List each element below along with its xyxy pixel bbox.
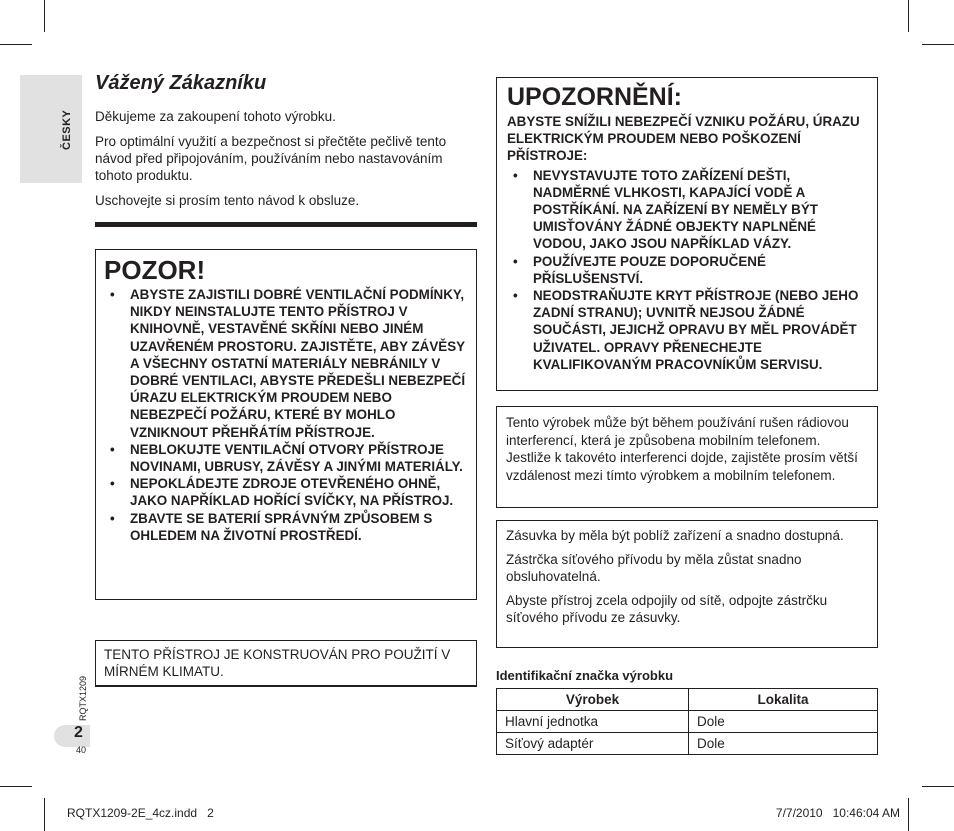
intro-paragraph: Děkujeme za zakoupení tohoto výrobku. (95, 109, 336, 124)
socket-note-box (496, 520, 878, 648)
list-item: • NEVYSTAVUJTE TOTO ZAŘÍZENÍ DEŠTI, NADMĚRNÉ VLHKOSTI, KAPAJÍCÍ VODĚ A POSTŘÍKÁNÍ. NA ZAŘÍZENÍ BY NEMĚLY BÝT UMISŤOVÁNY ŽÁDNÉ OBJEKTY NAPLNĚNÉ VODOU, JAKO JSOU NAPŘÍKLAD VÁZY. (513, 167, 818, 252)
table-row (497, 711, 878, 733)
list-item: • NEPOKLÁDEJTE ZDROJE OTEVŘENÉHO OHNĚ, JAKO NAPŘÍKLAD HOŘÍCÍ SVÍČKY, NA PŘÍSTROJ. (110, 476, 454, 509)
column-header: Výrobek (497, 689, 689, 711)
list-item-text: ABYSTE ZAJISTILI DOBRÉ VENTILAČNÍ PODMÍNKY, NIKDY NEINSTALUJTE TENTO PŘÍSTROJ V KNIHOVNĚ, VESTAVĚNÉ SKŘÍNI NEBO JINÉM UZAVŘENÉM PROSTORU. ZAJISTĚTE, ABY ZÁVĚSY A VŠECHNY OSTATNÍ MATERIÁLY NEBRÁNILY V DOBRÉ VENTILACI, ABYSTE PŘEDEŠLI NEBEZPEČÍ ÚRAZU ELEKTRICKÝM PROUDEM NEBO NEBEZPEČÍ POŽÁRU, KTERÉ BY MOHLO VZNIKNOUT PŘEHŘÁTÍM PŘÍSTROJE. (130, 287, 466, 440)
footer-file: RQTX1209-2E_4cz.indd 2 (67, 806, 214, 820)
crop-mark (922, 44, 954, 45)
intro-heading: Vážený Zákazníku (95, 72, 267, 94)
intro-paragraph: Uschovejte si prosím tento návod k obsluze. (95, 193, 360, 208)
table-cell: Hlavní jednotka (497, 711, 689, 733)
pozor-title: POZOR! (104, 255, 206, 285)
crop-mark (908, 0, 909, 32)
list-item-text: POUŽÍVEJTE POUZE DOPORUČENÉ PŘÍSLUŠENSTVÍ. (533, 253, 766, 286)
list-item: • ABYSTE ZAJISTILI DOBRÉ VENTILAČNÍ PODMÍNKY, NIKDY NEINSTALUJTE TENTO PŘÍSTROJ V KNIHOVNĚ, VESTAVĚNÉ SKŘÍNI NEBO JINÉM UZAVŘENÉM PROSTORU. ZAJISTĚTE, ABY ZÁVĚSY A VŠECHNY OSTATNÍ MATERIÁLY NEBRÁNILY V DOBRÉ VENTILACI, ABYSTE PŘEDEŠLI NEBEZPEČÍ ÚRAZU ELEKTRICKÝM PROUDEM NEBO NEBEZPEČÍ POŽÁRU, KTERÉ BY MOHLO VZNIKNOUT PŘEHŘÁTÍM PŘÍSTROJE. (110, 287, 466, 440)
table-cell: Dole (689, 733, 878, 755)
page-number-bubble (54, 725, 90, 747)
page-sub-number: 40 (76, 745, 87, 755)
socket-note-paragraph: Zásuvka by měla být poblíž zařízení a snadno dostupná. (506, 528, 844, 543)
crop-mark (0, 44, 32, 45)
table-row (497, 733, 878, 755)
interference-note-box (496, 406, 878, 508)
divider (95, 222, 477, 227)
crop-mark (908, 798, 909, 831)
list-item: • NEBLOKUJTE VENTILAČNÍ OTVORY PŘÍSTROJE NOVINAMI, UBRUSY, ZÁVĚSY A JINÝMI MATERIÁLY. (110, 441, 463, 475)
crop-mark (44, 0, 45, 32)
intro-paragraph: Pro optimální využití a bezpečnost si přečtěte pečlivě tento návod před připojováním, používáním nebo nastavováním tohoto produktu. (95, 134, 447, 183)
list-item-text: ZBAVTE SE BATERIÍ SPRÁVNÝM ZPŮSOBEM S OHLEDEM NA ŽIVOTNÍ PROSTŘEDÍ. (130, 510, 433, 543)
crop-mark (0, 786, 32, 787)
upozorneni-list (507, 167, 867, 373)
list-item-text: NEODSTRAŇUJTE KRYT PŘÍSTROJE (NEBO JEHO ZADNÍ STRANU); UVNITŘ NEJSOU ŽÁDNÉ SOUČÁSTI, JEJICHŽ OPRAVU BY MĚL PROVÁDĚT UŽIVATEL. OPRAVY PŘENECHEJTE KVALIFIKOVANÝM PRACOVNÍKŮM SERVISU. (533, 288, 859, 372)
ident-table (496, 688, 878, 755)
list-item: • ZBAVTE SE BATERIÍ SPRÁVNÝM ZPŮSOBEM S OHLEDEM NA ŽIVOTNÍ PROSTŘEDÍ. (110, 510, 433, 543)
intro-text (95, 108, 470, 217)
page-number: 2 (74, 724, 83, 741)
socket-note-paragraph: Abyste přístroj zcela odpojily od sítě, odpojte zástrčku síťového přívodu ze zásuvky. (506, 592, 828, 625)
language-tab-label: ČESKY (61, 109, 73, 151)
upozorneni-box (496, 77, 878, 391)
crop-mark (922, 786, 954, 787)
list-item: • POUŽÍVEJTE POUZE DOPORUČENÉ PŘÍSLUŠENSTVÍ. (513, 253, 766, 286)
list-item-text: NEVYSTAVUJTE TOTO ZAŘÍZENÍ DEŠTI, NADMĚRNÉ VLHKOSTI, KAPAJÍCÍ VODĚ A POSTŘÍKÁNÍ. NA ZAŘÍZENÍ BY NEMĚLY BÝT UMISŤOVÁNY ŽÁDNÉ OBJEKTY NAPLNĚNÉ VODOU, JAKO JSOU NAPŘÍKLAD VÁZY. (533, 167, 818, 252)
ident-title: Identifikační značka výrobku (496, 668, 674, 683)
list-item-text: NEBLOKUJTE VENTILAČNÍ OTVORY PŘÍSTROJE NOVINAMI, UBRUSY, ZÁVĚSY A JINÝMI MATERIÁLY. (130, 441, 463, 475)
column-header: Lokalita (689, 689, 878, 711)
upozorneni-title: UPOZORNĚNÍ: (507, 83, 682, 111)
pozor-list (104, 286, 468, 544)
crop-mark (44, 798, 45, 831)
table-header-row (497, 689, 878, 711)
document-code: RQTX1209 (78, 675, 88, 721)
footer-datetime: 7/7/2010 10:46:04 AM (775, 806, 900, 820)
pozor-box (95, 249, 477, 600)
socket-note-paragraph: Zástrčka síťového přívodu by měla zůstat snadno obsluhovatelná. (506, 551, 802, 584)
upozorneni-lead: ABYSTE SNÍŽILI NEBEZPEČÍ VZNIKU POŽÁRU, ÚRAZU ELEKTRICKÝM PROUDEM NEBO POŠKOZENÍ PŘÍSTROJE: (507, 114, 860, 164)
table-cell: Síťový adaptér (497, 733, 689, 755)
climate-note-text: TENTO PŘÍSTROJ JE KONSTRUOVÁN PRO POUŽITÍ V MÍRNÉM KLIMATU. (104, 647, 451, 679)
table-cell: Dole (689, 711, 878, 733)
list-item-text: NEPOKLÁDEJTE ZDROJE OTEVŘENÉHO OHNĚ, JAKO NAPŘÍKLAD HOŘÍCÍ SVÍČKY, NA PŘÍSTROJ. (130, 476, 454, 509)
climate-note-box (95, 640, 477, 687)
interference-note-text: Tento výrobek může být během používání rušen rádiovou interferencí, která je způsobena mobilním telefonem. Jestliže k takovéto interferenci dojde, zajistěte prosím větší vzdálenost mezi tímto výrobkem a mobilním telefonem. (506, 415, 858, 483)
list-item: • NEODSTRAŇUJTE KRYT PŘÍSTROJE (NEBO JEHO ZADNÍ STRANU); UVNITŘ NEJSOU ŽÁDNÉ SOUČÁSTI, JEJICHŽ OPRAVU BY MĚL PROVÁDĚT UŽIVATEL. OPRAVY PŘENECHEJTE KVALIFIKOVANÝM PRACOVNÍKŮM SERVISU. (513, 288, 859, 372)
